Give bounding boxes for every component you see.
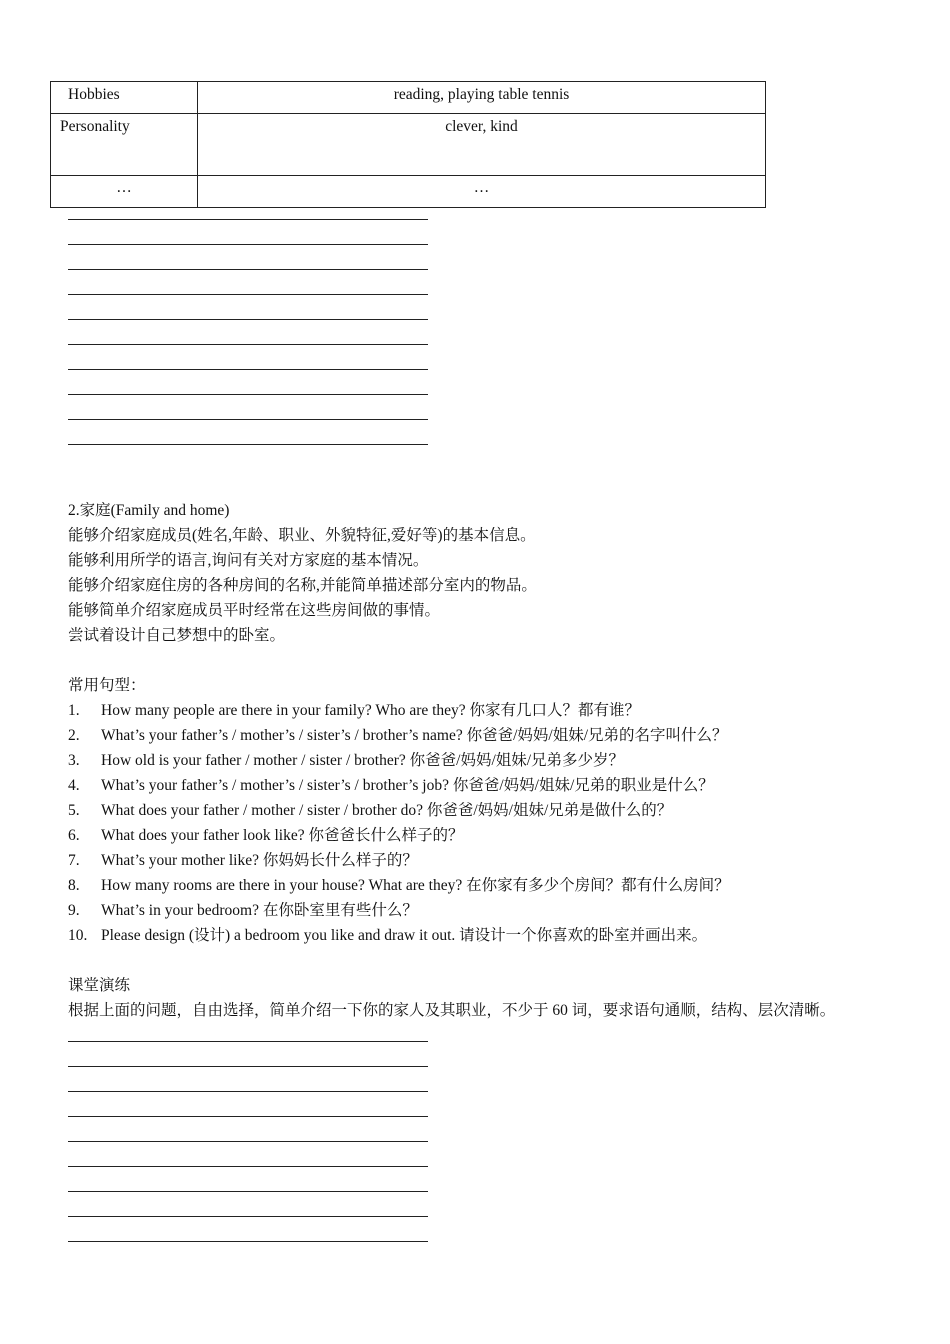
practice-instruction: 根据上面的问题，自由选择，简单介绍一下你的家人及其职业，不少于 60 词，要求语句通顺，结构、层次清晰。 xyxy=(68,1002,836,1019)
item-number: 4. xyxy=(68,777,80,794)
item-text: What does your father look like? 你爸爸长什么样子的？ xyxy=(101,827,464,844)
writing-line xyxy=(68,1117,428,1142)
list-item xyxy=(68,798,928,823)
writing-line xyxy=(68,370,428,395)
item-number: 5. xyxy=(68,802,80,819)
list-item xyxy=(68,698,928,723)
patterns-heading: 常用句型： xyxy=(68,677,146,694)
writing-line xyxy=(68,320,428,345)
list-item xyxy=(68,823,928,848)
item-number: 2. xyxy=(68,727,80,744)
item-text: Please design (设计) a bedroom you like and draw it out. 请设计一个你喜欢的卧室并画出来。 xyxy=(101,927,708,944)
question-list xyxy=(68,698,928,948)
item-text: What’s your father’s / mother’s / sister’s / brother’s name? 你爸爸/妈妈/姐妹/兄弟的名字叫什么？ xyxy=(101,727,728,744)
writing-lines-top xyxy=(68,195,428,445)
writing-line xyxy=(68,1067,428,1092)
list-item xyxy=(68,773,928,798)
table-row xyxy=(51,82,766,114)
row-value: … xyxy=(198,176,766,208)
goal-item: 能够介绍家庭住房的各种房间的名称,并能简单描述部分室内的物品。 xyxy=(68,577,537,594)
row-label: Personality xyxy=(51,114,198,176)
practice-heading: 课堂演练 xyxy=(68,977,131,994)
list-item xyxy=(68,923,928,948)
writing-line xyxy=(68,295,428,320)
item-number: 1. xyxy=(68,702,80,719)
writing-line xyxy=(68,1167,428,1192)
item-number: 10. xyxy=(68,927,88,944)
writing-line xyxy=(68,1017,428,1042)
row-value: reading, playing table tennis xyxy=(198,82,766,114)
writing-line xyxy=(68,195,428,220)
item-text: What’s your father’s / mother’s / sister’s / brother’s job? 你爸爸/妈妈/姐妹/兄弟的职业是什么？ xyxy=(101,777,714,794)
list-item xyxy=(68,873,928,898)
list-item xyxy=(68,848,928,873)
writing-line xyxy=(68,1192,428,1217)
row-label: … xyxy=(51,176,198,208)
row-label: Hobbies xyxy=(51,82,198,114)
goal-item: 能够利用所学的语言,询问有关对方家庭的基本情况。 xyxy=(68,552,429,569)
writing-line xyxy=(68,395,428,420)
goal-item: 能够介绍家庭成员(姓名,年龄、职业、外貌特征,爱好等)的基本信息。 xyxy=(68,527,536,544)
writing-line xyxy=(68,1092,428,1117)
family-home-section xyxy=(68,498,928,1023)
item-text: How old is your father / mother / sister / brother? 你爸爸/妈妈/姐妹/兄弟多少岁？ xyxy=(101,752,625,769)
list-item xyxy=(68,898,928,923)
writing-line xyxy=(68,1042,428,1067)
item-number: 6. xyxy=(68,827,80,844)
item-text: What does your father / mother / sister / brother do? 你爸爸/妈妈/姐妹/兄弟是做什么的？ xyxy=(101,802,673,819)
item-text: How many people are there in your family? Who are they? 你家有几口人？都有谁？ xyxy=(101,702,641,719)
goal-item: 尝试着设计自己梦想中的卧室。 xyxy=(68,627,286,644)
writing-lines-bottom xyxy=(68,1017,428,1242)
item-number: 3. xyxy=(68,752,80,769)
list-item xyxy=(68,748,928,773)
list-item xyxy=(68,723,928,748)
item-text: What’s in your bedroom? 在你卧室里有些什么？ xyxy=(101,902,418,919)
writing-line xyxy=(68,1217,428,1242)
writing-line xyxy=(68,420,428,445)
writing-line xyxy=(68,220,428,245)
writing-line xyxy=(68,345,428,370)
writing-line xyxy=(68,270,428,295)
item-text: How many rooms are there in your house? What are they? 在你家有多少个房间？都有什么房间？ xyxy=(101,877,730,894)
table-row xyxy=(51,114,766,176)
item-number: 9. xyxy=(68,902,80,919)
item-number: 7. xyxy=(68,852,80,869)
writing-line xyxy=(68,245,428,270)
row-value: clever, kind xyxy=(198,114,766,176)
info-table xyxy=(50,81,766,208)
goal-item: 能够简单介绍家庭成员平时经常在这些房间做的事情。 xyxy=(68,602,441,619)
item-text: What’s your mother like? 你妈妈长什么样子的？ xyxy=(101,852,418,869)
item-number: 8. xyxy=(68,877,80,894)
section-heading: 2.家庭(Family and home) xyxy=(68,502,230,519)
writing-line xyxy=(68,1142,428,1167)
